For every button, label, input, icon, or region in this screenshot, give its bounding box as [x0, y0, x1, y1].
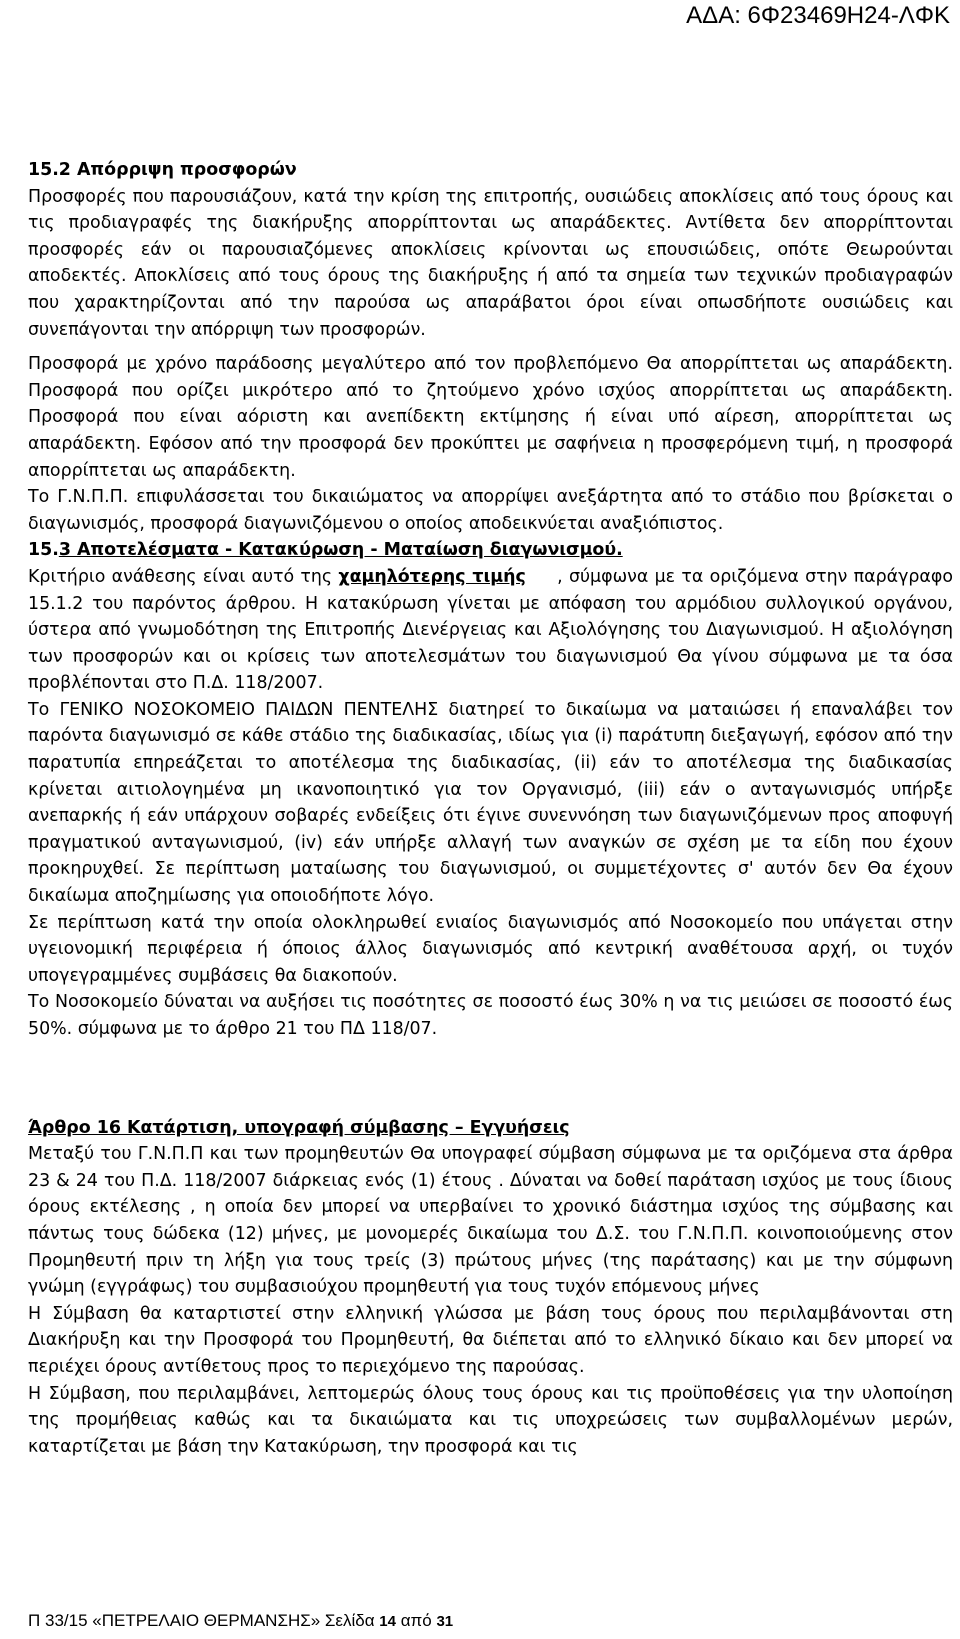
award-criterion-rest: , σύμφωνα με τα οριζόμενα στην παράγραφο 15.1.2 του παρόντος άρθρου. Η κατακύρωση γίνεται με απόφαση του αρμόδιου συλλογικού οργάνου, ύστερα από γνωμοδότηση της Επιτροπής Διενέργειας και Αξιολόγησης του Διαγωνισμού. Η αξιολόγηση των προσφορών και οι κρίσεις των αποτελεσμάτων του διαγωνισμού Θα γίνου σύμφωνα με τα όσα προβλέπονται στο Π.Δ. 118/2007. [28, 566, 959, 694]
award-criterion-lead: Κριτήριο ανάθεσης είναι αυτό της [28, 566, 339, 587]
section-15-2-paragraph-2: Προσφορά με χρόνο παράδοσης μεγαλύτερο από τον προβλεπόμενο Θα απορρίπτεται ως απαράδεκτη. Προσφορά που ορίζει μικρότερο από το ζητούμενο χρόνο ισχύος απορρίπτεται ως απαράδεκτη. Προσφορά που είναι αόριστη και ανεπίδεκτη εκτίμησης ή είναι υπό αίρεση, απορρίπτεται ως απαράδεκτη. Εφόσον από την προσφορά δεν προκύπτει με σαφήνεια η προσφερόμενη τιμή, η προσφορά απορρίπτεται ως απαράδεκτη. [28, 354, 953, 481]
footer-page-total: 31 [436, 1613, 454, 1630]
section-15-3-title-number: 15. [28, 540, 59, 561]
ada-code: ΑΔΑ: 6Φ23469Η24-ΛΦΚ [686, 2, 950, 29]
section-15-2-paragraph-3: Το Γ.Ν.Π.Π. επιφυλάσσεται του δικαιώματος να απορρίψει ανεξάρτητα από το στάδιο που βρίσκεται ο διαγωνισμός, προσφορά διαγωνιζόμενου ο οποίος αποδεικνύεται αναξιόπιστος. [28, 487, 953, 534]
section-15-3-title [28, 537, 953, 564]
footer-of: από [395, 1611, 437, 1630]
section-15-3-paragraph-3: Σε περίπτωση κατά την οποία ολοκληρωθεί ενιαίος διαγωνισμός από Νοσοκομείο που υπάγεται στην υγειονομική περιφέρεια ή όποιος άλλος διαγωνισμός από κεντρική αναθέτουσα αρχή, οι τυχόν υπογεγραμμένες συμβάσεις θα διακοπούν. [28, 912, 953, 986]
section-15-3-title-text: 3 Αποτελέσματα - Κατακύρωση - Ματαίωση διαγωνισμού. [58, 540, 623, 561]
document-body [28, 157, 959, 1460]
section-15-3-paragraph-4: Το Νοσοκομείο δύναται να αυξήσει τις ποσότητες σε ποσοστό έως 30% η να τις μειώσει σε ποσοστό έως 50%. σύμφωνα με το άρθρο 21 του ΠΔ 118/07. [28, 992, 953, 1039]
footer-page-number: 14 [379, 1613, 396, 1630]
article-16-paragraph-1: Μεταξύ του Γ.Ν.Π.Π και των προμηθευτών Θα υπογραφεί σύμβαση σύμφωνα με τα οριζόμενα στα άρθρα 23 & 24 του Π.Δ. 118/2007 διάρκειας ενός (1) έτους . Δύναται να δοθεί παράταση ισχύος με τους ίδιους όρους εκτέλεσης , η οποία δεν μπορεί να υπερβαίνει το χρονικό διάστημα ισχύος της σύμβασης και πάντως τους δώδεκα (12) μήνες, με μονομερές δικαίωμα του Δ.Σ. του Γ.Ν.Π.Π. κοινοποιούμενης στον Προμηθευτή πριν τη λήξη για τους τρείς (3) πρώτους μήνες (της παράτασης) και με την σύμφωνη γνώμη (εγγράφως) του συμβασιούχου προμηθευτή για τους τυχόν επόμενους μήνες [28, 1144, 953, 1298]
article-16-title-text: Άρθρο 16 Κατάρτιση, υπογραφή σύμβασης – Εγγυήσεις [28, 1117, 570, 1138]
article-16-title [28, 1115, 953, 1142]
section-15-3-paragraph-1 [28, 564, 959, 697]
section-15-2-paragraph-1: Προσφορές που παρουσιάζουν, κατά την κρίση της επιτροπής, ουσιώδεις αποκλίσεις από τους όρους και τις προδιαγραφές της διακήρυξης απορρίπτονται ως απαράδεκτες. Αντίθετα δεν απορρίπτονται προσφορές εάν οι παρουσιαζόμενες αποκλίσεις κρίνονται ως επουσιώδεις, οπότε Θεωρούνται αποδεκτές. Αποκλίσεις από τους όρους της διακήρυξης ή από τα σημεία των τεχνικών προδιαγραφών που χαρακτηρίζονται από την παρούσα ως απαράβατοι όροι είναι οπωσδήποτε ουσιώδεις και συνεπάγονται την απόρριψη των προσφορών. [28, 186, 953, 340]
article-16-paragraph-2: Η Σύμβαση θα καταρτιστεί στην ελληνική γλώσσα με βάση τους όρους που περιλαμβάνονται στη Διακήρυξη και την Προσφορά του Προμηθευτή, θα διέπεται από το ελληνικό δίκαιο και δεν μπορεί να περιέχει όρους αντίθετους προς το περιεχόμενο της παρούσας. [28, 1303, 953, 1377]
footer-title: Π 33/15 «ΠΕΤΡΕΛΑΙΟ ΘΕΡΜΑΝΣΗΣ» Σελίδα [28, 1611, 380, 1630]
award-criterion-bold: χαμηλότερης τιμής [338, 566, 526, 587]
article-16-paragraph-3: Η Σύμβαση, που περιλαμβάνει, λεπτομερώς όλους τους όρους και τις προϋποθέσεις για την υλοποίηση της προμήθειας καθώς και τα δικαιώματα και τις υποχρεώσεις των συμβαλλομένων μερών, καταρτίζεται με βάση την Κατακύρωση, την προσφορά και τις [28, 1383, 953, 1457]
section-15-2-title: 15.2 Απόρριψη προσφορών [28, 160, 297, 180]
section-15-3-paragraph-2: Το ΓΕΝΙΚΟ ΝΟΣΟΚΟΜΕΙΟ ΠΑΙΔΩΝ ΠΕΝΤΕΛΗΣ διατηρεί το δικαίωμα να ματαιώσει ή επαναλάβει τον παρόντα διαγωνισμό σε κάθε στάδιο της διαδικασίας, ιδίως για (i) παράτυπη διεξαγωγή, εφόσον από την παρατυπία επηρεάζεται το αποτέλεσμα της διαδικασίας, (ii) εάν το αποτέλεσμα της διαδικασίας κρίνεται αιτιολογημένα μη ικανοποιητικό για τον Οργανισμό, (iii) εάν ο ανταγωνισμός υπήρξε ανεπαρκής ή εάν υπάρχουν σοβαρές ενδείξεις ότι έγινε συνεννόηση των διαγωνιζόμενων προς αποφυγή πραγματικού ανταγωνισμού, (iv) εάν υπήρξε αλλαγή των αναγκών σε σχέση με τα είδη που έχουν προκηρυχθεί. Σε περίπτωση ματαίωσης του διαγωνισμού, οι συμμετέχοντες σ' αυτόν δεν Θα έχουν δικαίωμα αποζημίωσης για οποιοδήποτε λόγο. [28, 699, 953, 907]
page-footer [28, 1611, 453, 1631]
